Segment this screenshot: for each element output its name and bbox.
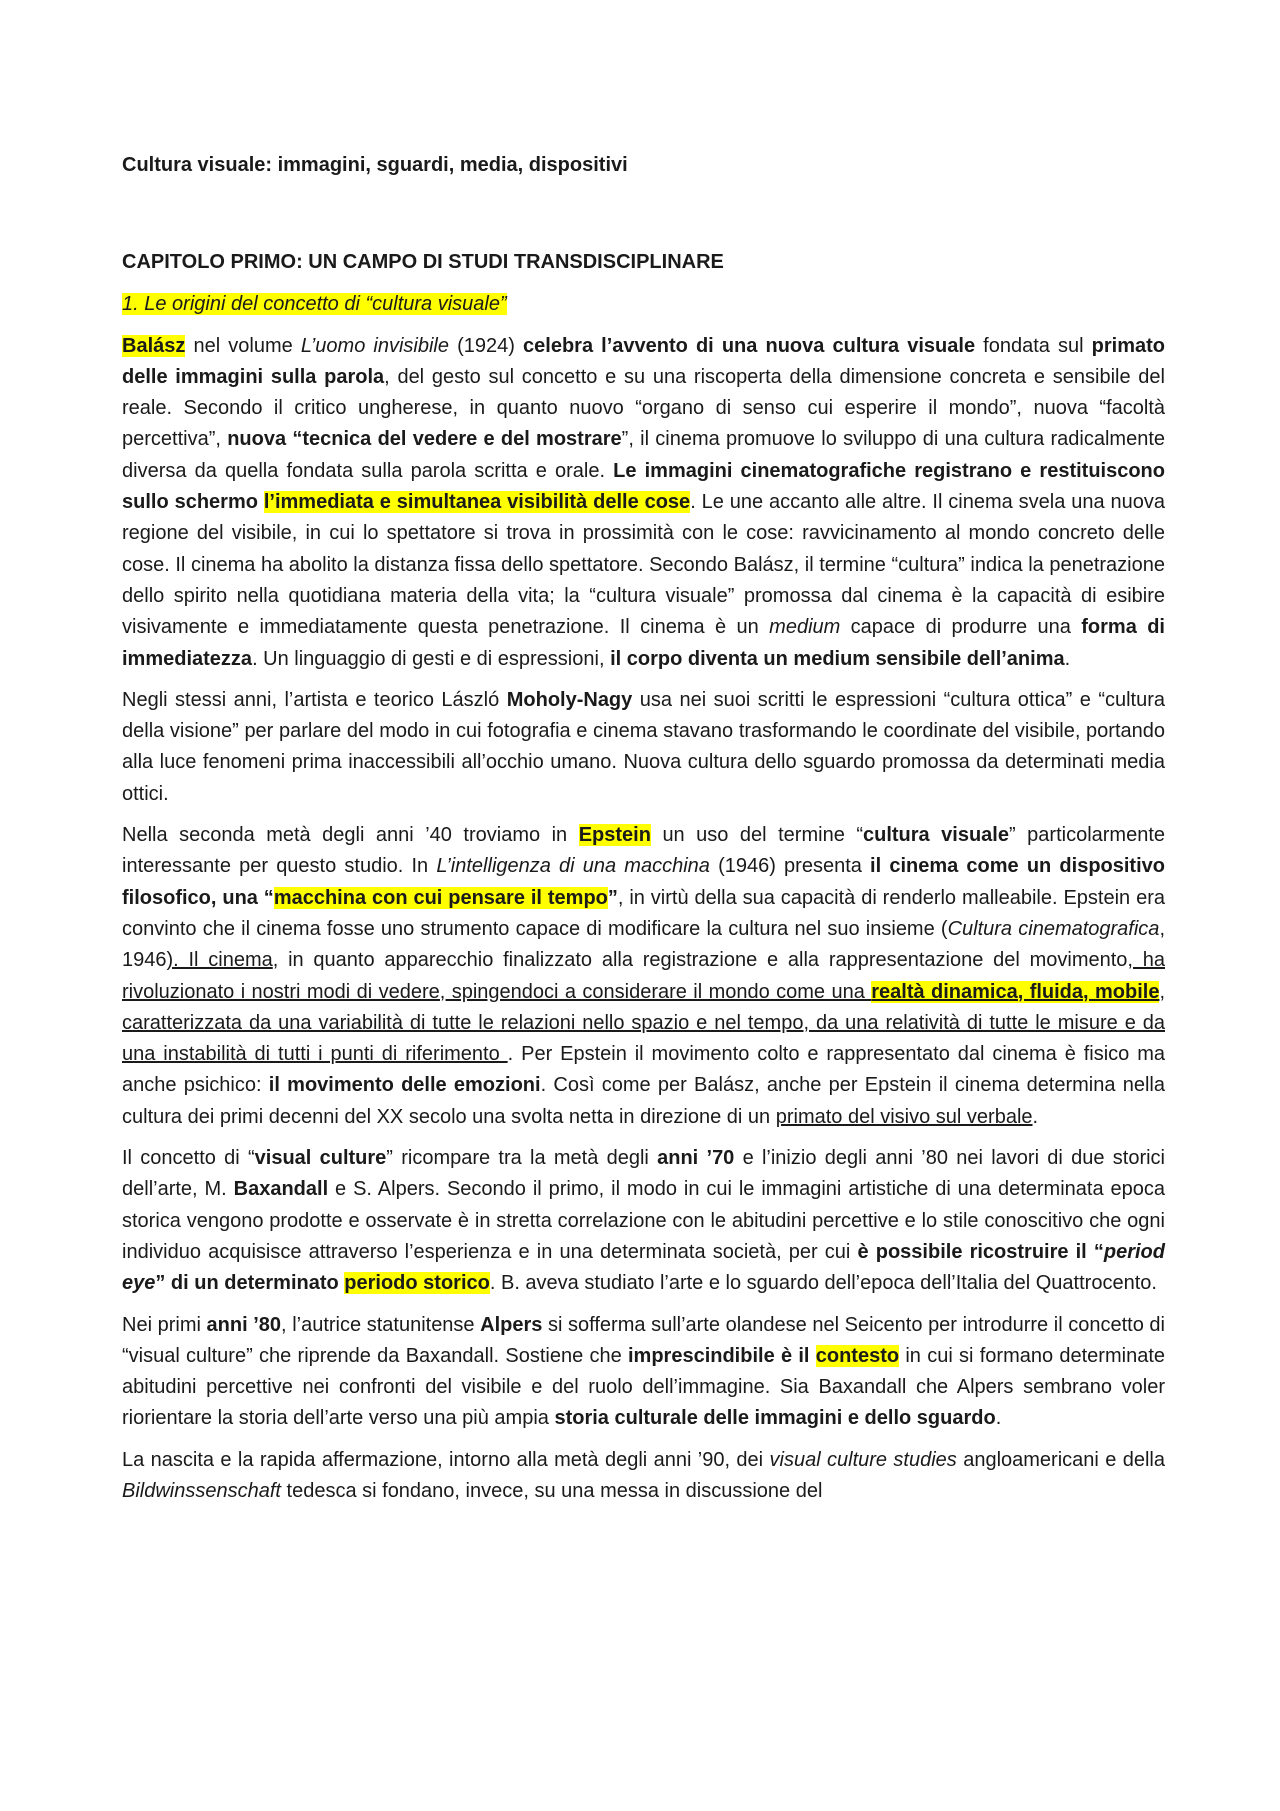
text-run: ). Il cinema [166, 949, 273, 972]
text-run: fondata sul [975, 334, 1092, 357]
paragraph [122, 685, 1165, 810]
text-run: , ha rivoluzionato i nostri modi di vedere, spingendoci a considerare il mondo come una [122, 949, 1165, 1003]
text-run: . Per Epstein il movimento colto e rappresentato dal cinema è fisico ma anche psichico: [122, 1043, 1165, 1097]
text-run: period eye [122, 1240, 1165, 1295]
text-run: Nella seconda metà degli anni ’40 troviamo in [122, 824, 579, 847]
text-run: ” particolarmente interessante per questo studio. In [122, 824, 1166, 878]
text-run: , in quanto apparecchio finalizzato alla registrazione e alla rappresentazione del movimento [272, 949, 1128, 972]
text-run: celebra l’avvento di una nuova cultura visuale [523, 334, 976, 357]
text-run: . Un linguaggio di gesti e di espressioni, [252, 647, 611, 670]
chapter-heading: CAPITOLO PRIMO: UN CAMPO DI STUDI TRANSDISCIPLINARE [122, 251, 724, 273]
text-run: L’uomo invisibile [300, 334, 450, 357]
text-run: periodo storico [344, 1272, 490, 1295]
text-run: , in virtù della sua capacità di renderlo malleabile. Epstein era convinto che il cinema fosse uno strumento capace di modificare la cultura nel suo insieme ( [122, 886, 1165, 940]
text-run: nuova “tecnica del vedere e del mostrare [227, 428, 622, 451]
text-run: tedesca si fondano, invece, su una messa in discussione del [280, 1479, 823, 1502]
text-run: Moholy-Nagy [506, 688, 633, 711]
text-run: (1946) presenta [709, 855, 871, 878]
text-run: e l’inizio degli anni ’80 nei lavori di due storici dell’arte, M. [122, 1147, 1165, 1201]
text-run: Nei primi [122, 1313, 207, 1336]
text-run: Bildwinssenschaft [122, 1479, 281, 1502]
document-title: Cultura visuale: immagini, sguardi, media, dispositivi [122, 154, 628, 176]
text-run: cultura visuale [862, 824, 1009, 847]
text-run: capace di produrre una [840, 616, 1082, 639]
text-run: l’immediata e simultanea visibilità delle cose [263, 491, 691, 514]
paragraph [122, 331, 1165, 675]
text-run: Le immagini cinematografiche registrano e restituiscono sullo schermo [122, 459, 1165, 514]
text-run: Cultura cinematografica [947, 917, 1160, 940]
document-page [122, 150, 1165, 1507]
text-run: realtà dinamica, fluida, mobile [871, 980, 1160, 1003]
text-run: è possibile ricostruire il “ [857, 1240, 1104, 1263]
text-run: (1924) [449, 334, 524, 357]
text-run: La nascita e la rapida affermazione, intorno alla metà degli anni ’90, dei [122, 1448, 770, 1471]
paragraph [122, 1143, 1165, 1299]
text-run: ” di un determinato [155, 1272, 345, 1295]
text-run: storia culturale delle immagini e dello sguardo [554, 1407, 996, 1430]
text-run: in cui si formano determinate abitudini percettive nei confronti del visibile e del ruolo dell’immagine. Sia Baxandall che Alpers sembrano voler riorientare la storia dell’arte verso una più ampia [122, 1344, 1165, 1430]
section-heading-text: 1. Le origini del concetto di “cultura visuale” [122, 293, 507, 316]
paragraph [122, 820, 1165, 1133]
text-run: forma di immediatezza [122, 616, 1165, 670]
text-run: L’intelligenza di una macchina [436, 855, 710, 878]
text-run: Epstein [578, 824, 651, 847]
text-run: ” ricompare tra la metà degli [386, 1147, 658, 1170]
text-run: . [1064, 647, 1071, 670]
text-run: usa nei suoi scritti le espressioni “cultura ottica” e “cultura della visione” per parlare del modo in cui fotografia e cinema stavano trasformando le coordinate del visibile, portando alla luce fenomeni prima inaccessibili all’occhio umano. Nuova cultura dello sguardo promossa da determinati media ottici. [122, 688, 1166, 805]
text-run: macchina con cui pensare il tempo [273, 886, 608, 909]
text-run: il corpo diventa un medium sensibile dell’anima [610, 647, 1065, 670]
text-run: anni ’70 [657, 1147, 735, 1170]
text-run: primato del visivo sul verbale [775, 1105, 1033, 1128]
text-run: ” [607, 886, 618, 909]
text-run: ”, il cinema promuove lo sviluppo di una cultura radicalmente diversa da quella fondata sulla parola scritta e orale. [122, 428, 1166, 482]
text-run: medium [769, 616, 841, 639]
text-run: Balász [122, 334, 186, 357]
text-run: . Le une accanto alle altre. Il cinema svela una nuova regione del visibile, in cui lo spettatore si trova in prossimità con le cose: ravvicinamento al mondo concreto delle cose. Il cinema ha abolito la distanza fissa dello spettatore. Secondo Balász, il termine “cultura” indica la penetrazione dello spirito nella quotidiana materia della vita; la “cultura visuale” promossa dal cinema è la capacità di esibire visivamente e immediatamente questa penetrazione. Il cinema è un [122, 491, 1166, 639]
text-run: . Così come per Balász, anche per Epstein il cinema determina nella cultura dei primi decenni del XX secolo una svolta netta in direzione di un [122, 1074, 1165, 1128]
text-run: angloamericani e della [956, 1448, 1165, 1471]
text-run: Negli stessi anni, l’artista e teorico László [122, 688, 507, 711]
text-run: Alpers [480, 1313, 543, 1336]
text-run: il cinema come un dispositivo filosofico, una “ [122, 855, 1165, 909]
text-run: , del gesto sul concetto e su una riscoperta della dimensione concreta e sensibile del reale. Secondo il critico ungherese, in quanto nuovo “organo di senso cui esperire il mondo”, nuova “facoltà percettiva”, [122, 365, 1165, 451]
text-run: si sofferma sull’arte olandese nel Seicento per introdurre il concetto di “visual culture” che riprende da Baxandall. Sostiene che [122, 1313, 1165, 1367]
text-run: e S. Alpers. Secondo il primo, il modo in cui le immagini artistiche di una determinata epoca storica vengono prodotte e osservate è in stretta correlazione con le abitudini percettive e lo stile conoscitivo che ogni individuo acquisisce attraverso l’esperienza e in una determinata società, per cui [122, 1178, 1165, 1263]
paragraph [122, 1445, 1165, 1508]
section-heading [122, 289, 1165, 320]
text-run: il movimento delle emozioni [268, 1074, 541, 1097]
text-run: . B. aveva studiato l’arte e lo sguardo dell’epoca dell’Italia del Quattrocento. [489, 1272, 1157, 1295]
text-run: un uso del termine “ [650, 824, 863, 847]
text-run: visual culture studies [769, 1448, 957, 1471]
text-run: anni ’80 [206, 1313, 282, 1336]
text-run: . [995, 1407, 1002, 1430]
text-run: imprescindibile è il [627, 1344, 816, 1367]
body-text [122, 331, 1165, 1508]
text-run: contesto [815, 1344, 900, 1367]
paragraph [122, 1310, 1165, 1435]
text-run: , caratterizzata da una variabilità di tutte le relazioni nello spazio e nel tempo, da una relatività di tutte le misure e da una instabilità di tutti i punti di riferimento [122, 980, 1165, 1066]
text-run: visual culture [254, 1147, 387, 1170]
text-run: nel volume [185, 334, 301, 357]
text-run: , 1946 [122, 917, 1165, 972]
text-run: Baxandall [233, 1178, 329, 1201]
text-run: Il concetto di “ [122, 1147, 255, 1170]
text-run: . [1032, 1105, 1039, 1128]
text-run: primato delle immagini sulla parola [122, 334, 1165, 388]
text-run: , l’autrice statunitense [281, 1313, 481, 1336]
